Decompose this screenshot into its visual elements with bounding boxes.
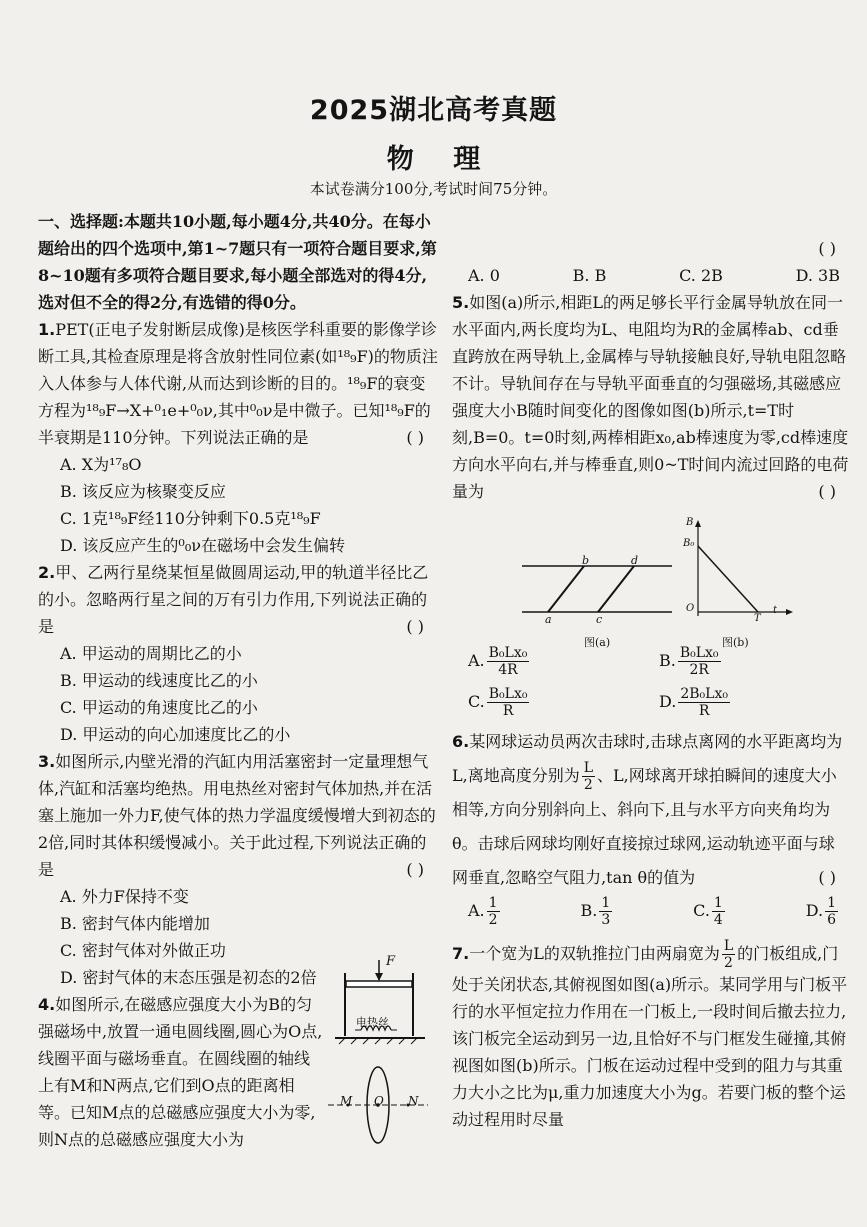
question-stem: 如图所示,内壁光滑的汽缸内用活塞密封一定量理想气体,汽缸和活塞均绝热。用电热丝对密封气体加热,并在活塞上施加一外力F,使气体的热力学温度缓慢增大到初态的2倍,同时其体积缓慢减小。关于此过程,下列说法正确的是 <box>38 752 436 879</box>
question-number: 5. <box>452 293 470 312</box>
question-stem: 如图所示,在磁感应强度大小为B的匀强磁场中,放置一通电圆线圈,圆心为O点,线圈平面与磁场垂直。在圆线圈的轴线上有M和N两点,它们到O点的距离相等。已知M点的总磁感应强度大小为零,则N点的总磁感应强度大小为 <box>38 995 323 1149</box>
point-m-label: M <box>340 1094 353 1108</box>
question-stem-cont: 的门板组成,门处于关闭状态,其俯视图如图(a)所示。某同学用与门板平行的水平恒定拉力作用在一门板上,一段时间后撤去拉力,该门板完全运动到另一边,且恰好不与门框发生碰撞,其俯视图如图(b)所示。门板在运动过程中受到的阻力与其重力大小之比为μ,重力加速度大小为g。若要门板的整个运动过程用时尽量 <box>452 944 848 1129</box>
option-b: B. 密封气体内能增加 <box>60 914 210 933</box>
option-d: D. 密封气体的末态压强是初态的2倍 <box>60 968 317 987</box>
question-4-continued <box>452 208 850 289</box>
b-t-graph <box>682 518 794 618</box>
option-d: D. 甲运动的向心加速度比乙的小 <box>60 725 291 744</box>
question-stem-cont: 、L,网球离开球拍瞬间的速度大小相等,方向分别斜向上、斜向下,且与水平方向夹角均为θ。击球后网球均刚好直接掠过球网,运动轨迹平面与球网垂直,忽略空气阻力,tan θ的值为 <box>452 766 837 887</box>
right-column <box>452 208 850 1133</box>
q5-options-row2 <box>452 686 850 719</box>
option-d-label: D. <box>659 692 677 711</box>
question-5 <box>452 289 850 719</box>
option-d-fraction: $\frac{1}{6}$ <box>827 895 836 928</box>
exam-title: 2025湖北高考真题 <box>309 95 558 126</box>
option-d-fraction: $\frac{\text{2B₀Lx₀}}{R}$ <box>680 686 728 719</box>
question-2 <box>38 559 438 748</box>
exam-note: 本试卷满分100分,考试时间75分钟。 <box>309 180 558 198</box>
rod-label-c: c <box>596 613 603 626</box>
option-c: C. 密封气体对外做正功 <box>60 941 226 960</box>
answer-paren: ( ) <box>406 428 424 447</box>
force-label: F <box>386 954 396 969</box>
question-stem: 某网球运动员两次击球时,击球点离网的水平距离均为L,离地高度分别为 <box>452 732 843 785</box>
question-stem: 如图(a)所示,相距L的两足够长平行金属导轨放在同一水平面内,两长度均为L、电阻均为R的金属棒ab、cd垂直跨放在两导轨上,金属棒与导轨接触良好,导轨电阻忽略不计。导轨间存在与导轨平面垂直的匀强磁场,其磁感应强度大小B随时间变化的图像如图(b)所示,t=T时刻,B=0。t=0时刻,两棒相距x₀,ab棒速度为零,cd棒速度方向水平向右,并与棒垂直,则0~T时间内流过回路的电荷量为 <box>452 293 849 501</box>
graph-origin: O <box>686 603 695 614</box>
cylinder-figure <box>335 958 435 1048</box>
option-d-label: D. <box>805 901 824 920</box>
option-a-label: A. <box>468 651 485 670</box>
question-stem: 一个宽为L的双轨推拉门由两扇宽为 <box>469 944 720 963</box>
option-a-label: A. <box>468 901 485 920</box>
option-d: D. 3B <box>795 266 840 285</box>
half-fraction: $\frac{L}{2}$ <box>723 938 734 971</box>
option-b-label: B. <box>580 901 598 920</box>
option-c: C. 1克¹⁸₉F经110分钟剩下0.5克¹⁸₉F <box>60 509 321 528</box>
section-header: 一、选择题:本题共10小题,每小题4分,共40分。在每小题给出的四个选项中,第1~7题只有一项符合题目要求,第8~10题有多项符合题目要求,每小题全部选对的得4分,选对但不全的得2分,有选错的得0分。 <box>38 212 437 312</box>
answer-paren: ( ) <box>818 239 836 258</box>
answer-paren: ( ) <box>818 482 836 501</box>
question-7 <box>452 938 850 1133</box>
answer-paren: ( ) <box>406 617 424 636</box>
question-1 <box>38 316 438 559</box>
question-number: 6. <box>452 732 470 751</box>
option-c: C. 2B <box>679 266 723 285</box>
figure-a-caption: 图(a) <box>584 636 611 649</box>
question-6 <box>452 725 850 928</box>
option-a: A. 甲运动的周期比乙的小 <box>60 644 242 663</box>
option-a-fraction: $\frac{\text{B₀Lx₀}}{4R}$ <box>488 645 528 678</box>
option-b: B. 该反应为核聚变反应 <box>60 482 226 501</box>
half-fraction: $\frac{L}{2}$ <box>583 760 594 793</box>
question-stem: PET(正电子发射断层成像)是核医学科重要的影像学诊断工具,其检查原理是将含放射性同位素(如¹⁸₉F)的物质注入人体参与人体代谢,从而达到诊断的目的。¹⁸₉F的衰变方程为¹⁸₉F→X+⁰₁e+⁰₀ν,其中⁰₀ν是中微子。已知¹⁸₉F的半衰期是110分钟。下列说法正确的是 <box>38 320 438 447</box>
option-d: D. 该反应产生的⁰₀ν在磁场中会发生偏转 <box>60 536 345 555</box>
option-c-label: C. <box>468 692 485 711</box>
option-c-fraction: $\frac{\text{B₀Lx₀}}{R}$ <box>488 686 528 719</box>
option-a-fraction: $\frac{1}{2}$ <box>488 895 498 928</box>
question-number: 3. <box>38 752 56 771</box>
option-c: C. 甲运动的角速度比乙的小 <box>60 698 258 717</box>
rod-label-d: d <box>631 554 639 567</box>
answer-paren: ( ) <box>818 868 836 887</box>
option-b-fraction: $\frac{\text{B₀Lx₀}}{2R}$ <box>679 645 719 678</box>
rod-label-a: a <box>545 613 552 626</box>
q5-options-row1 <box>452 645 850 678</box>
subject-title: 物 理 <box>386 144 481 175</box>
point-n-label: N <box>408 1094 419 1108</box>
question-number: 7. <box>452 944 470 963</box>
option-c-fraction: $\frac{1}{4}$ <box>713 895 723 928</box>
option-a: A. X为¹⁷₈O <box>60 455 142 474</box>
option-b-fraction: $\frac{1}{3}$ <box>601 895 611 928</box>
question-number: 4. <box>38 995 56 1014</box>
q4-options <box>452 262 850 289</box>
answer-paren: ( ) <box>406 860 424 879</box>
question-stem: 甲、乙两行星绕某恒星做圆周运动,甲的轨道半径比乙的小。忽略两行星之间的万有引力作用,下列说法正确的是 <box>38 563 429 636</box>
point-o-label: O <box>374 1094 384 1108</box>
graph-y-tick: B₀ <box>683 538 695 549</box>
option-c-label: C. <box>693 901 710 920</box>
option-a: A. 0 <box>468 266 500 285</box>
option-b: B. B <box>572 266 607 285</box>
question-number: 1. <box>38 320 56 339</box>
question-number: 2. <box>38 563 56 582</box>
heater-label: 电热丝 <box>356 1016 389 1029</box>
question-3 <box>38 748 438 991</box>
rod-label-b: b <box>582 554 590 567</box>
option-a: A. 外力F保持不变 <box>60 887 189 906</box>
q6-options <box>452 895 850 928</box>
graph-x-tick: T <box>754 613 761 624</box>
option-b-label: B. <box>659 651 676 670</box>
graph-y-axis-label: B <box>686 517 694 528</box>
option-b: B. 甲运动的线速度比乙的小 <box>60 671 258 690</box>
graph-x-axis-label: t <box>773 605 778 616</box>
figure-b-caption: 图(b) <box>722 636 749 649</box>
